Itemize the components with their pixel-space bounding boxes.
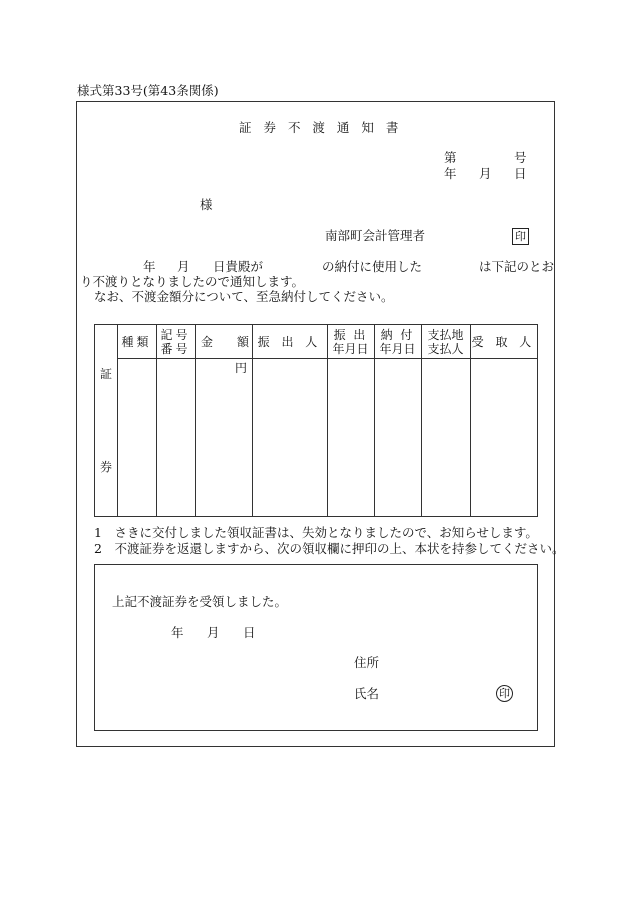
col-divider bbox=[117, 325, 118, 516]
col-divider bbox=[195, 325, 196, 516]
issuer-name: 南部町会計管理者 bbox=[325, 228, 426, 243]
receipt-day: 日 bbox=[243, 625, 256, 640]
header-place-b: 支払人 bbox=[427, 342, 464, 356]
header-place-a: 支払地 bbox=[427, 328, 464, 342]
note-2: 2 不渡証券を返還しますから、次の領収欄に押印の上、本状を持参してください。 bbox=[94, 541, 565, 556]
form-label: 様式第33号(第43条関係) bbox=[77, 83, 219, 98]
body-year: 年 bbox=[143, 259, 156, 274]
receipt-year: 年 bbox=[171, 625, 184, 640]
body-month: 月 bbox=[177, 259, 190, 274]
date-day: 日 bbox=[514, 166, 527, 181]
doc-number-suffix: 号 bbox=[514, 150, 527, 165]
header-amount-b: 額 bbox=[237, 335, 250, 349]
receipt-box bbox=[94, 564, 538, 731]
securities-table bbox=[94, 324, 538, 517]
receipt-seal-icon: 印 bbox=[496, 685, 513, 702]
date-year: 年 bbox=[444, 166, 457, 181]
issuer-seal-icon: 印 bbox=[512, 228, 529, 245]
header-recipient: 受 取 人 bbox=[471, 335, 536, 349]
side-label-top: 証 bbox=[99, 367, 112, 381]
receipt-address-label: 住所 bbox=[354, 655, 380, 670]
col-divider bbox=[470, 325, 471, 516]
note-1: 1 さきに交付しました領収証書は、失効となりましたので、お知らせします。 bbox=[94, 525, 538, 540]
header-pay-a: 納 付 bbox=[380, 328, 415, 342]
header-type: 種類 bbox=[121, 335, 152, 349]
header-code-b: 番号 bbox=[160, 342, 191, 356]
receipt-text: 上記不渡証券を受領しました。 bbox=[112, 594, 288, 609]
body-day-you: 日貴殿が bbox=[213, 259, 264, 274]
body-line2: り不渡りとなりましたので通知します。 bbox=[80, 274, 305, 289]
header-drawer: 振 出 人 bbox=[257, 335, 322, 349]
header-pay-b: 年月日 bbox=[379, 342, 416, 356]
doc-number-prefix: 第 bbox=[444, 150, 457, 165]
date-month: 月 bbox=[479, 166, 492, 181]
receipt-name-label: 氏名 bbox=[354, 686, 380, 701]
addressee-suffix: 様 bbox=[200, 197, 213, 212]
receipt-month: 月 bbox=[207, 625, 220, 640]
col-divider bbox=[252, 325, 253, 516]
amount-unit: 円 bbox=[235, 361, 248, 375]
body-line1-end: は下記のとお bbox=[479, 259, 555, 274]
side-label-bottom: 券 bbox=[99, 460, 112, 474]
body-payment-use: の納付に使用した bbox=[322, 259, 423, 274]
header-issue-a: 振 出 bbox=[333, 328, 368, 342]
body-line3: なお、不渡金額分について、至急納付してください。 bbox=[94, 289, 394, 304]
header-amount-a: 金 bbox=[201, 335, 214, 349]
header-issue-b: 年月日 bbox=[332, 342, 369, 356]
header-code-a: 記号 bbox=[160, 328, 191, 342]
document-title: 証 券 不 渡 通 知 書 bbox=[239, 120, 403, 135]
